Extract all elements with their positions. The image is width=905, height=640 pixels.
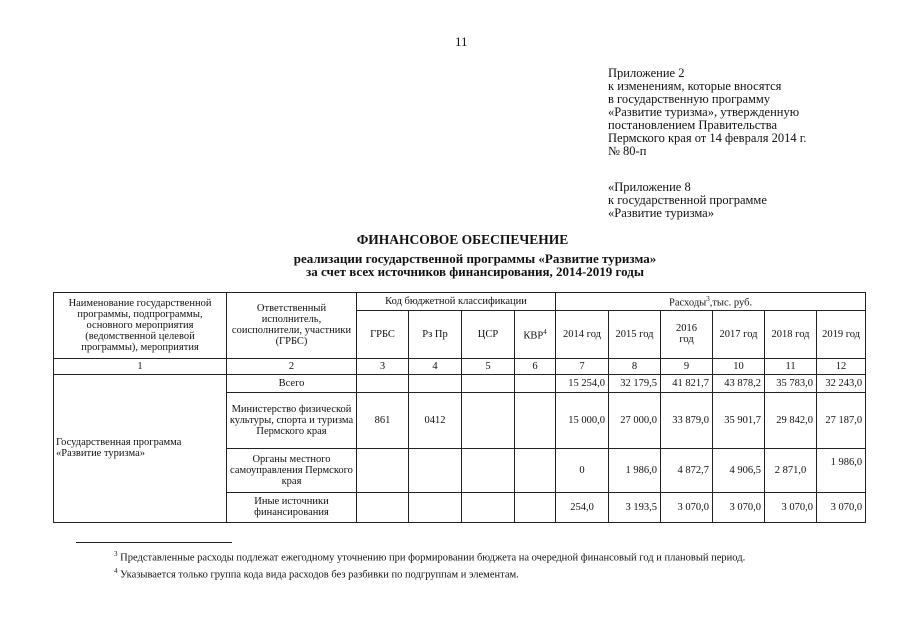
column-number: 3 (357, 358, 409, 374)
header-grbs: ГРБС (357, 310, 409, 358)
column-number: 4 (409, 358, 462, 374)
page-number: 11 (455, 34, 468, 49)
value-cell: 43 878,2 (713, 374, 765, 392)
appendix-2-line: в государственную программу (608, 92, 771, 106)
appendix-8-line: к государственной программе (608, 193, 767, 207)
appendix-2-line: к изменениям, которые вносятся (608, 79, 782, 93)
header-kvr (515, 310, 556, 358)
table-row (54, 374, 866, 392)
subtitle-line-2: за счет всех источников финансирования, 2014-2019 годы (306, 264, 644, 279)
value-cell: 3 070,0 (765, 492, 817, 522)
executor: Всего (227, 374, 357, 392)
header-budget-code: Код бюджетной классификации (357, 293, 556, 311)
value-cell: 29 842,0 (765, 392, 817, 448)
footnote-3-text: Представленные расходы подлежат ежегодному уточнению при формировании бюджета на очередной финансовый год и плановый период. (120, 552, 746, 564)
header-year: 2017 год (713, 310, 765, 358)
column-number: 11 (765, 358, 817, 374)
header-name: Наименование государственной программы, подпрограммы, основного мероприятия (ведомственной целевой программы), мероприятия (54, 293, 227, 359)
value-cell: 27 187,0 (817, 392, 866, 448)
value-cell: 27 000,0 (609, 392, 661, 448)
footnote-3-mark: 3 (114, 550, 118, 558)
rzpr-cell: 0412 (409, 392, 462, 448)
footnote-ref-4: 4 (543, 327, 547, 336)
header-year: 2015 год (609, 310, 661, 358)
appendix-8-line: «Развитие туризма» (608, 206, 714, 220)
column-number: 5 (462, 358, 515, 374)
header-year: 2019 год (817, 310, 866, 358)
csr-cell (462, 374, 515, 392)
column-number: 10 (713, 358, 765, 374)
subtitle-line-1: реализации государственной программы «Развитие туризма» (293, 251, 657, 266)
appendix-2-line: «Развитие туризма», утвержденную (608, 105, 800, 119)
value-cell: 254,0 (556, 492, 609, 522)
appendix-2-line: № 80-п (608, 144, 647, 158)
header-year (661, 310, 713, 358)
header-year-label: 2016 год (676, 323, 698, 345)
header-expenses-label: Расходы (669, 297, 707, 309)
value-cell: 3 070,0 (713, 492, 765, 522)
footnote-ref-3: 3 (706, 295, 710, 303)
value-cell: 32 243,0 (817, 374, 866, 392)
value-cell: 41 821,7 (661, 374, 713, 392)
rzpr-cell (409, 374, 462, 392)
header-executor: Ответственный исполнитель, соисполнители, участники (ГРБС) (227, 293, 357, 359)
csr-cell (462, 392, 515, 448)
header-expenses-unit: ,тыс. руб. (709, 297, 753, 309)
column-number: 6 (515, 358, 556, 374)
document-title: ФИНАНСОВОЕ ОБЕСПЕЧЕНИЕ (356, 232, 569, 247)
footnote-separator (76, 542, 232, 543)
appendix-8-header (608, 181, 767, 220)
executor: Органы местного самоуправления Пермского края (227, 448, 357, 492)
column-number: 7 (556, 358, 609, 374)
column-number-row (54, 358, 866, 374)
footnote-4-mark: 4 (114, 567, 118, 575)
value-cell: 35 783,0 (765, 374, 817, 392)
grbs-cell: 861 (357, 392, 409, 448)
grbs-cell (357, 448, 409, 492)
column-number: 12 (817, 358, 866, 374)
executor: Министерство физической культуры, спорта и туризма Пермского края (227, 392, 357, 448)
column-number: 8 (609, 358, 661, 374)
value-cell: 35 901,7 (713, 392, 765, 448)
value-cell: 4 872,7 (661, 448, 713, 492)
value-cell: 3 070,0 (661, 492, 713, 522)
value-cell: 4 906,5 (713, 448, 765, 492)
header-kvr-label: КВР (523, 330, 544, 342)
value-cell: 15 000,0 (556, 392, 609, 448)
financing-table (53, 292, 866, 523)
footnote-4 (114, 567, 519, 581)
value-cell: 3 193,5 (609, 492, 661, 522)
value-cell: 1 986,0 (817, 448, 866, 492)
grbs-cell (357, 374, 409, 392)
value-cell: 0 (556, 448, 609, 492)
value-cell: 1 986,0 (609, 448, 661, 492)
value-cell: 15 254,0 (556, 374, 609, 392)
program-name: Государственная программа «Развитие туризма» (54, 374, 227, 522)
column-number: 1 (54, 358, 227, 374)
executor: Иные источники финансирования (227, 492, 357, 522)
appendix-8-line: «Приложение 8 (608, 180, 691, 194)
csr-cell (462, 448, 515, 492)
column-number: 2 (227, 358, 357, 374)
kvr-cell (515, 392, 556, 448)
value-cell: 32 179,5 (609, 374, 661, 392)
header-rzpr: Рз Пр (409, 310, 462, 358)
value-cell: 3 070,0 (817, 492, 866, 522)
header-expenses (556, 293, 866, 311)
kvr-cell (515, 374, 556, 392)
value-cell: 2 871,0 (765, 448, 817, 492)
kvr-cell (515, 492, 556, 522)
kvr-cell (515, 448, 556, 492)
csr-cell (462, 492, 515, 522)
header-year: 2014 год (556, 310, 609, 358)
value-cell: 33 879,0 (661, 392, 713, 448)
footnote-3 (114, 550, 745, 564)
header-csr: ЦСР (462, 310, 515, 358)
appendix-2-header (608, 67, 807, 158)
column-number: 9 (661, 358, 713, 374)
appendix-2-line: Пермского края от 14 февраля 2014 г. (608, 131, 807, 145)
rzpr-cell (409, 448, 462, 492)
footnote-4-text: Указывается только группа кода вида расходов без разбивки по подгруппам и элементам. (120, 569, 519, 581)
appendix-2-line: Приложение 2 (608, 66, 685, 80)
grbs-cell (357, 492, 409, 522)
rzpr-cell (409, 492, 462, 522)
appendix-2-line: постановлением Правительства (608, 118, 778, 132)
document-subtitle (260, 252, 690, 278)
header-year: 2018 год (765, 310, 817, 358)
